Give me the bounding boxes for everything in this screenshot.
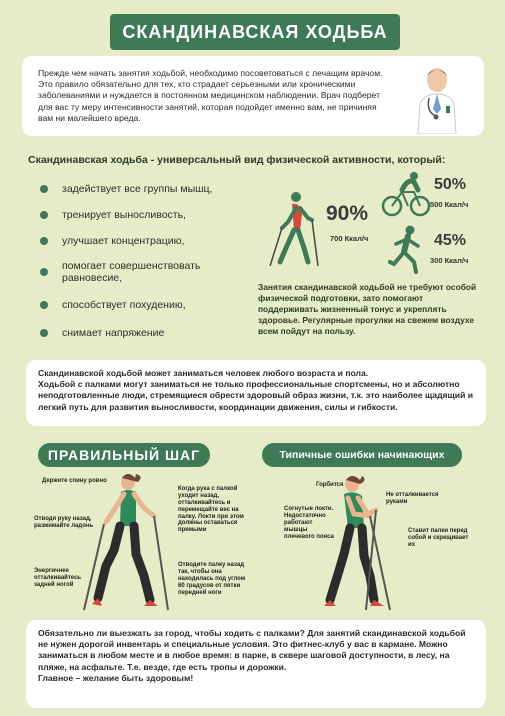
bullet-dot bbox=[40, 185, 48, 193]
label-pole-angle: Отводите палку назад так, чтобы она находилась под углом 60 градусов от пятки передней ноги bbox=[178, 562, 246, 596]
label-elbows-straight: Когда рука с палкой уходит назад, отталкивайтесь и перемещайте вес на палку. Локти при этом должны оставаться прямыми bbox=[178, 486, 244, 534]
benefits-list bbox=[40, 176, 260, 346]
title-banner bbox=[110, 14, 400, 50]
bullet-dot bbox=[40, 268, 48, 276]
run-kcal: 300 Ккал/ч bbox=[430, 256, 469, 265]
age-line-2: Ходьбой с палками могут заниматься не только профессиональные спортсмены, но и абсолютно неподготовленные люди, стремящиеся обрести здоровый образ жизни, т.к. это наиболее щадящий и легкий путь для развития выносливости, координации движения, силы и гибкости. bbox=[38, 379, 474, 412]
list-item: снимает напряжение bbox=[40, 320, 260, 346]
intro-card bbox=[22, 56, 484, 136]
technique-title: ПРАВИЛЬНЫЙ ШАГ bbox=[38, 443, 210, 467]
runner-icon bbox=[388, 224, 428, 274]
bullet-dot bbox=[40, 301, 48, 309]
nordic-walker-icon bbox=[258, 188, 328, 268]
list-item: способствует похудению, bbox=[40, 290, 260, 320]
page-title: СКАНДИНАВСКАЯ ХОДЬБА bbox=[122, 21, 388, 42]
benefits-heading: Скандинавская ходьба - универсальный вид физической активности, который: bbox=[28, 154, 446, 166]
walk-kcal: 700 Ккал/ч bbox=[330, 234, 369, 243]
label-hunched: Горбится bbox=[316, 482, 344, 488]
label-no-push: Не отталкивается руками bbox=[386, 492, 439, 505]
bullet-dot bbox=[40, 329, 48, 337]
label-bent-elbows: Согнутые локти. Недостаточно работают мышцы плечевого пояса bbox=[284, 506, 334, 540]
walk-percent: 90% bbox=[326, 202, 369, 225]
intro-text: Прежде чем начать занятия ходьбой, необходимо посоветоваться с лечащим врачом. Это правило обязательно для тех, кто страдает серьезными или хроническими заболеваниями и нуждается в постоянном медицинском наблюдении. Врач подберет для вас ту меру интенсивности занятий, которая подойдет именно вам, не причиняя вам ни малейшего вреда. bbox=[38, 68, 383, 123]
list-item: тренирует выносливость, bbox=[40, 202, 260, 228]
age-line-1: Скандинавской ходьбой может заниматься человек любого возраста и пола. bbox=[38, 368, 369, 378]
list-item: улучшает концентрацию, bbox=[40, 228, 260, 254]
outro-last: Главное – желание быть здоровым! bbox=[38, 672, 194, 683]
bullet-dot bbox=[40, 211, 48, 219]
label-push-back-leg: Энергичнее отталкивайтесь задней ногой bbox=[34, 568, 82, 588]
list-item: помогает совершенствовать равновесие, bbox=[40, 254, 260, 290]
bullet-dot bbox=[40, 237, 48, 245]
mistakes-title: Типичные ошибки начинающих bbox=[262, 443, 462, 467]
run-percent: 45% bbox=[434, 232, 467, 249]
cyclist-icon bbox=[380, 170, 432, 218]
label-open-palm: Отводя руку назад, разжимайте ладонь bbox=[34, 516, 94, 529]
stats-description: Занятия скандинавской ходьбой не требуют особой физической подготовки, зато помогают поддерживать жизненный тонус и укреплять здоровье. Регулярные прогулки на свежем воздухе всем пойдут на пользу. bbox=[258, 282, 477, 336]
doctor-icon bbox=[406, 64, 468, 134]
label-straight-back: Держите спину ровно bbox=[42, 478, 107, 484]
list-item: задействует все группы мышц, bbox=[40, 176, 260, 202]
outro-text: Обязательно ли выезжать за город, чтобы ходить с палками? Для занятий скандинавской ходьбой не нужен дорогой инвентарь и специальные условия. Это фитнес-клуб у вас в кармане. Можно заниматься в любом месте и в любое время: в парке, в сквере шаговой доступности, в лесу, на пляже, на асфальте. Т.е. везде, где есть тропы и дорожки. bbox=[38, 628, 466, 672]
correct-walker-figure bbox=[78, 470, 178, 612]
age-card bbox=[26, 360, 486, 426]
label-poles-front: Ставит палки перед собой и скрещивает их bbox=[408, 528, 469, 548]
outro-card bbox=[26, 620, 486, 708]
bike-percent: 50% bbox=[434, 176, 467, 193]
bike-kcal: 500 Ккал/ч bbox=[430, 200, 469, 209]
